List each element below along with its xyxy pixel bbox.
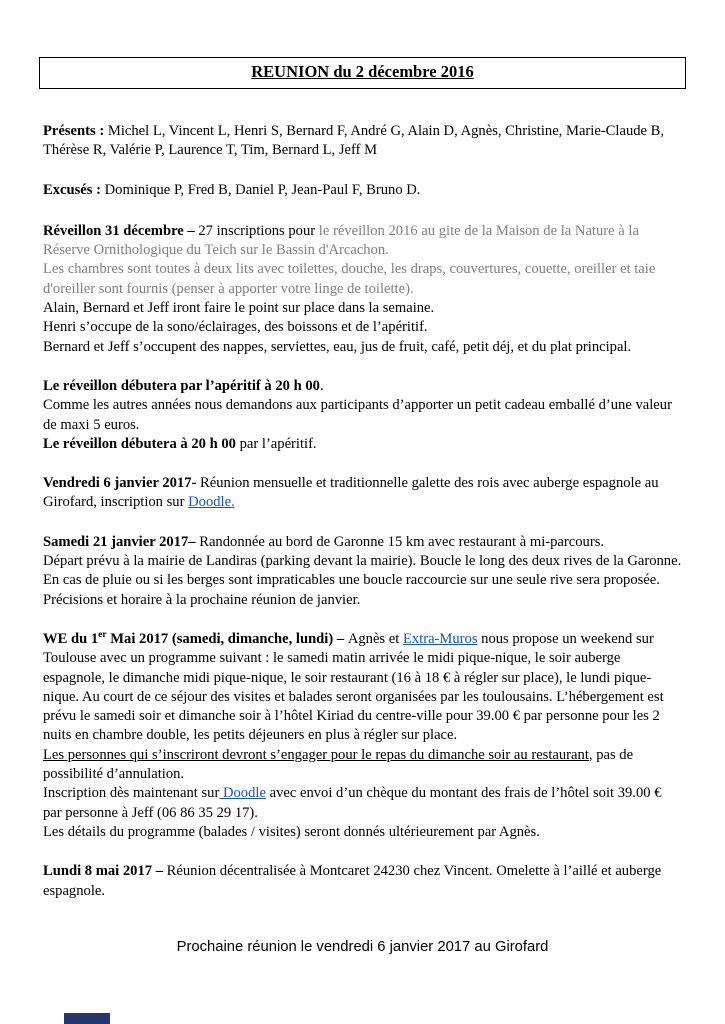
text-run: le réveillon 2016 au gite de la Maison de la Nature à la Réserve Ornithologique du Teich sur le Bassin d'Arcachon. (43, 222, 639, 259)
doodle-link-mai[interactable]: Doodle (219, 785, 266, 802)
text-run: par l’apéritif. (235, 435, 317, 452)
text-run: Les chambres sont toutes à deux lits avec toilettes, douche, les draps, couvertures, couette, oreiller et taie d'oreiller sont fournis (penser à apporter votre linge de toilette). (43, 261, 656, 297)
bottom-image-fragment (64, 1013, 110, 1024)
text-run: Vendredi 6 janvier 2017- (43, 475, 197, 492)
text-run: Réunion décentralisée à Montcaret 24230 chez Vincent. Omelette à l’aillé et auberge espagnole. (43, 863, 662, 899)
text-run: WE du 1 (43, 630, 99, 647)
text-run: , pas de possibilité d’annulation. (43, 746, 634, 783)
paragraph-reveillon (43, 222, 683, 357)
text-run: Les détails du programme (balades / visites) seront donnés ultérieurement par Agnès. (43, 823, 540, 840)
text-run: 27 inscriptions pour (198, 222, 319, 239)
doodle-link-janvier[interactable]: Doodle. (188, 494, 235, 511)
text-run: Bernard et Jeff s’occupent des nappes, serviettes, eau, jus de fruit, café, petit déj, et du plat principal. (43, 338, 632, 355)
paragraph-we-1er-mai (43, 630, 683, 842)
text-run: Dominique P, Fred B, Daniel P, Jean-Paul F, Bruno D. (104, 181, 421, 198)
title-box (39, 57, 686, 89)
text-run: Mai 2017 (samedi, dimanche, lundi) – (106, 630, 348, 647)
text-run: Michel L, Vincent L, Henri S, Bernard F, André G, Alain D, Agnès, Christine, Marie-Claude B, Thérèse R, Valérie P, Laurence T, Tim, Bernard L, Jeff M (43, 123, 665, 159)
paragraph-samedi-21-janvier (43, 533, 683, 610)
text-run: Randonnée au bord de Garonne 15 km avec restaurant à mi-parcours. (195, 533, 605, 550)
text-run: Excusés : (43, 181, 105, 198)
paragraph-presents (43, 122, 683, 161)
text-run: Précisions et horaire à la prochaine réunion de janvier. (43, 591, 361, 608)
text-run: Inscription dès maintenant sur (43, 785, 220, 802)
text-run: En cas de pluie ou si les berges sont impraticables une boucle raccourcie sur une seule rive sera proposée. (43, 572, 660, 589)
text-run: Lundi 8 mai 2017 – (43, 863, 167, 880)
text-run: er (98, 630, 107, 641)
text-run: Présents : (43, 123, 108, 139)
text-run: avec envoi d’un chèque du montant des frais de l’hôtel soit 39.00 € par personne à Jeff (06 86 35 29 17). (43, 785, 662, 821)
text-run: Réunion mensuelle et traditionnelle galette des rois avec auberge espagnole au Girofard, inscription sur (43, 475, 659, 511)
text-run: Réveillon 31 décembre – (43, 222, 199, 239)
text-run: Les personnes qui s’inscriront devront s’engager pour le repas du dimanche soir au restaurant (43, 746, 589, 763)
paragraph-lundi-8-mai (43, 862, 683, 901)
text-run: Le réveillon débutera par l’apéritif à 20 h 00 (43, 377, 320, 394)
text-run: Départ prévu à la mairie de Landiras (parking devant la mairie). Boucle le long des deux rives de la Garonne. (43, 553, 682, 570)
text-run: Comme les autres années nous demandons aux participants d’apporter un petit cadeau emballé d’une valeur de maxi 5 euros. (43, 397, 672, 433)
text-run: Samedi 21 janvier 2017– (43, 533, 196, 550)
footer-note: Prochaine réunion le vendredi 6 janvier 2017 au Girofard (176, 938, 549, 955)
text-run: Alain, Bernard et Jeff iront faire le point sur place dans la semaine. (43, 300, 435, 317)
page-title: REUNION du 2 décembre 2016 (251, 62, 474, 81)
text-run: Agnès et (347, 630, 403, 647)
paragraph-vendredi-6-janvier (43, 474, 683, 513)
extra-muros-link[interactable]: Extra-Muros (402, 630, 478, 647)
text-run: nous propose un weekend sur Toulouse avec un programme suivant : le samedi matin arrivée le midi pique-nique, le soir auberge espagnole, le dimanche midi pique-nique, le soir restaurant (16 à 18 € à régler sur place), le lundi pique-nique. Au court de ce séjour des visites et balades seront organisées par les toulousains. L’hébergement est prévu le samedi soir et dimanche soir à l’hôtel Kiriad du centre-ville pour 39.00 € par personne pour les 2 nuits en chambre double, les petits déjeuners en plus à régler sur place. (43, 630, 664, 744)
document-body (0, 89, 725, 901)
paragraph-reveillon-aperitif (43, 377, 683, 454)
text-run: Henri s’occupe de la sono/éclairages, des boissons et de l’apéritif. (43, 319, 428, 336)
text-run: Le réveillon débutera à 20 h 00 (43, 435, 236, 452)
text-run: . (319, 377, 324, 394)
paragraph-excuses (43, 181, 683, 200)
